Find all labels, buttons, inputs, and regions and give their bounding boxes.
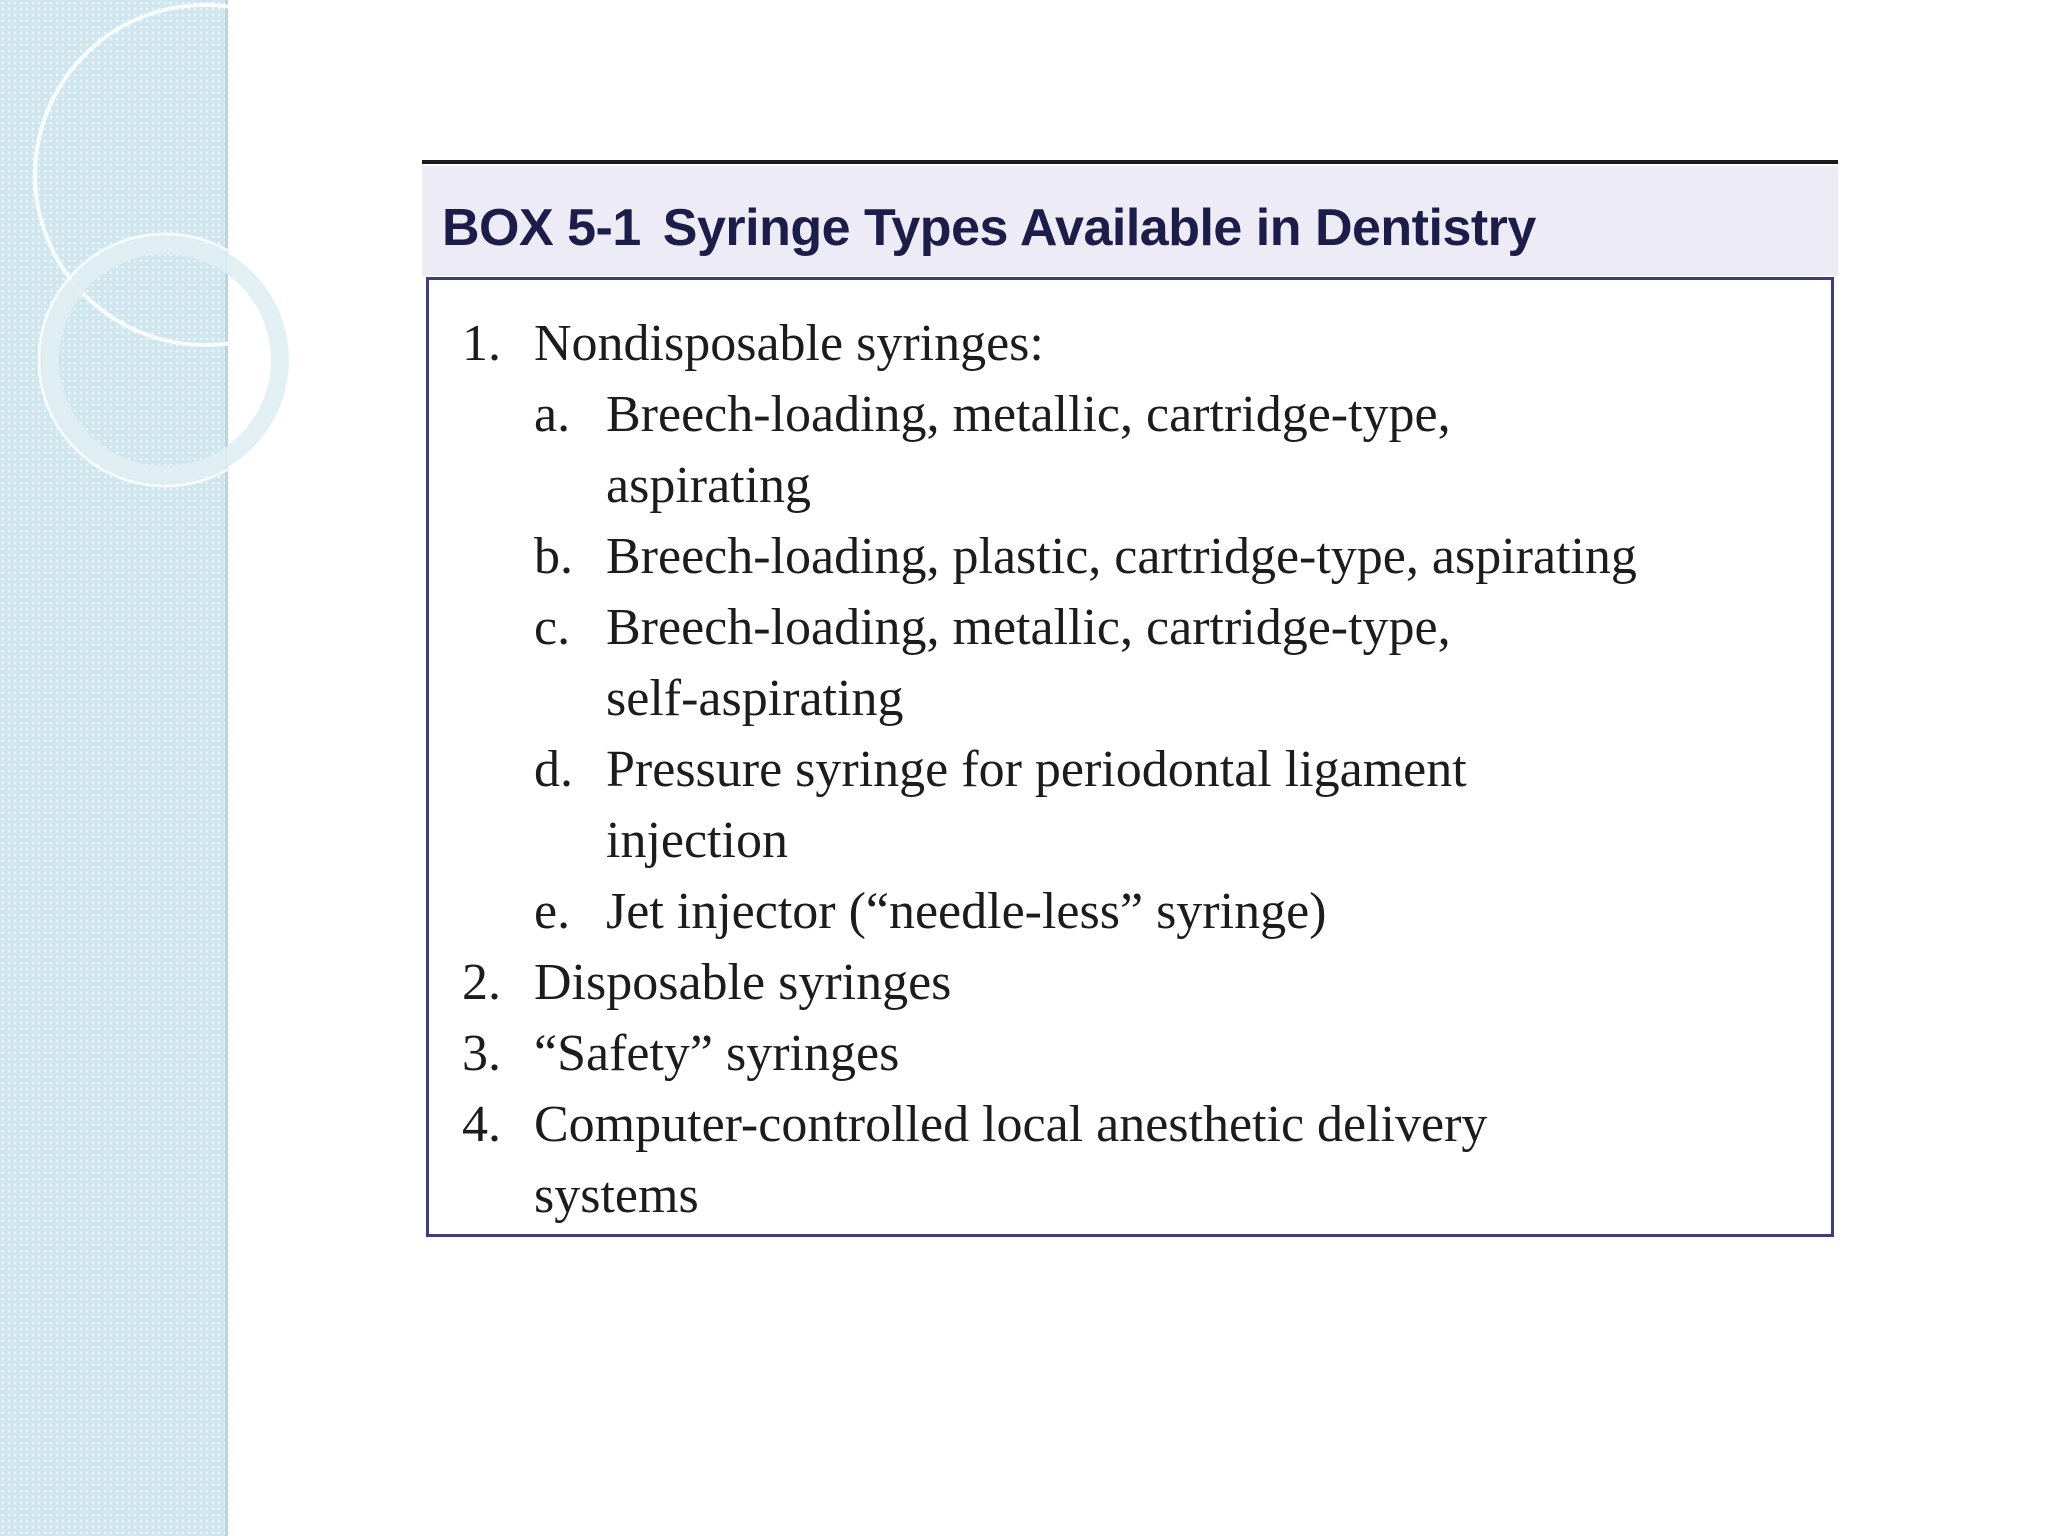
sub-item [462, 734, 1637, 805]
sub-item [462, 521, 1637, 592]
item-text: “Safety” syringes [534, 1025, 900, 1082]
sub-item-letter: e. [534, 883, 571, 940]
item-number: 4. [462, 1096, 501, 1153]
sub-item [462, 379, 1637, 450]
item-text: Computer-controlled local anesthetic delivery [534, 1096, 1488, 1153]
sidebar-edge [225, 0, 228, 1536]
list-item [462, 308, 1637, 379]
box-title: Syringe Types Available in Dentistry [662, 199, 1536, 257]
sub-item-text: Pressure syringe for periodontal ligament [606, 741, 1467, 798]
sub-item-text: Breech-loading, metallic, cartridge-type, [606, 599, 1451, 656]
sub-item [462, 592, 1637, 663]
box-heading [442, 198, 1536, 258]
sub-item-letter: d. [534, 741, 573, 798]
sub-item-letter: c. [534, 599, 571, 656]
top-rule [422, 160, 1838, 164]
syringe-list [462, 308, 1637, 1231]
box-label: BOX 5-1 [442, 199, 641, 257]
sub-item [462, 876, 1637, 947]
sub-item-continuation: aspirating [606, 457, 812, 514]
item-text: Nondisposable syringes: [534, 315, 1044, 372]
sub-item-letter: a. [534, 386, 571, 443]
item-continuation: systems [534, 1167, 699, 1224]
sub-item-continuation: self-aspirating [606, 670, 904, 727]
item-number: 1. [462, 315, 501, 372]
list-item [462, 947, 1637, 1018]
sub-item-continuation: injection [606, 812, 788, 869]
sub-item-letter: b. [534, 528, 573, 585]
decorative-sidebar [0, 0, 228, 1536]
sub-item-text: Breech-loading, plastic, cartridge-type, aspirating [606, 528, 1637, 585]
sub-item-text: Jet injector (“needle-less” syringe) [606, 883, 1327, 940]
item-number: 3. [462, 1025, 501, 1082]
list-item [462, 1018, 1637, 1089]
item-number: 2. [462, 954, 501, 1011]
item-text: Disposable syringes [534, 954, 952, 1011]
sub-item-text: Breech-loading, metallic, cartridge-type, [606, 386, 1451, 443]
list-item [462, 1089, 1637, 1160]
